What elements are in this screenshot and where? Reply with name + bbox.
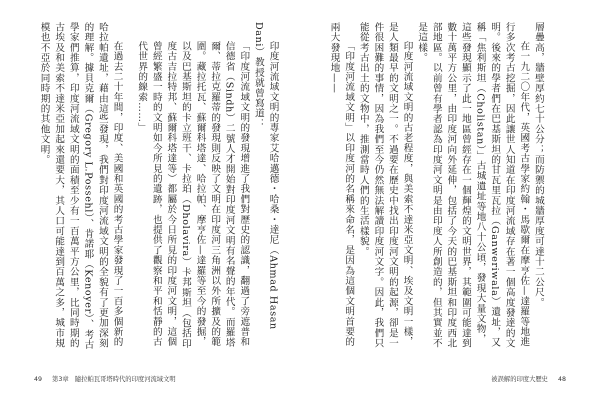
- block-quote: 「印度河流域文明的發現增進了我們對歷史的認識，翻過了旁遮普和信德省（Sindh）二號人才開始對印度河文明有名聲的年代。而羅塔爾、蒂拉克羅蒂的發現則反映了文明在印度河三角洲以外所擴及的範圍。藏拉托瓦、蘇爾科塔達、哈拉帕、摩亨佐—達羅等至今的發掘，以及巴基斯坦的卡立班干、卡拉珀（Dholavira）卡邦斯坦（包括印度古吉拉特邦、蘇爾科塔達等）都屬於今日所見的印度河文明，這個曾經繁盛一時的文明如今所見的遺跡，也提供了觀察和平和恬靜的古代世界的線索……」: [136, 41, 250, 349]
- paragraph: 層疊高，牆壁厚約七十公分；而防禦的城牆厚度可達十二公尺。: [532, 22, 544, 308]
- paragraph: 在一九二〇年代，英國考古學家約翰・馬歇爾在摩亨佐—達羅等地進行多次考古挖掘，因此讓世人知道在印度河流域存在著一個高度發達的文明。後來的學者們在巴基斯坦的甘瓦里瓦拉（Ganweriwala）遺址，又稱「焦利斯坦（Cholistan）」古城遺址等地八十公頃，發現大量文物，這些發現顯示了此一地區曾經存在一個輝煌的文明世界，其範圍可能達到數十萬平方公里，由印度河向外延伸，包括了今天的巴基斯坦和印度西北部地區。以前曾有學者認為印度河文明是由印度人所創造的，但其實並不是這樣。: [416, 22, 530, 349]
- paragraph: 在過去二十年間，印度、美國和英國的考古學家發現了一百多個新的哈拉帕遺址，藉由這些發現，我們對印度河流域文明的全貌有了更加深刻的理解。據貝克爾（Gregory L.Possehl）、肯諾耶（Kenoyer）、考古學家們推算，印度河流域文明的面積至少有一百萬平方公里，比同時期的古埃及和美索不達米亞加起來還要大，其人口可能達到百萬之多，城市規模也不亞於同時期的其他文明。: [38, 22, 123, 350]
- left-page-text: [36, 22, 280, 352]
- left-page: [36, 22, 290, 352]
- left-page-footer: [34, 374, 176, 383]
- paragraph: 「印度河流域文明」以印度河的名稱來命名，是因為這個文明首要的兩大發現地——: [328, 22, 355, 348]
- page-number: 49: [34, 376, 43, 383]
- chapter-title: 第3章 隨拉帕瓦哥塔時代的印度河流域文明: [52, 376, 176, 383]
- page-number: 48: [557, 376, 566, 383]
- paragraph: 印度河流域文明的專家艾哈邁德・哈桑・達尼（Ahmad Hasan Dani）教授就曾寫道：: [252, 22, 279, 331]
- right-page: [326, 22, 570, 352]
- paragraph: 印度河流域文明的古老程度，與美索不達米亞文明、埃及文明一樣，是人類最早的文明之一。不過要在歷史中找出印度河文明的起源，卻是一件很困難的事情，因為我們至今仍然無法解讀印度河文字。因此，我們只能從考古出土的文物中，推測當時人們的生活樣貌。: [357, 22, 413, 349]
- right-page-footer: [491, 374, 566, 383]
- book-title: 被誤解的印度大歷史: [491, 376, 548, 383]
- right-page-text: [326, 22, 545, 352]
